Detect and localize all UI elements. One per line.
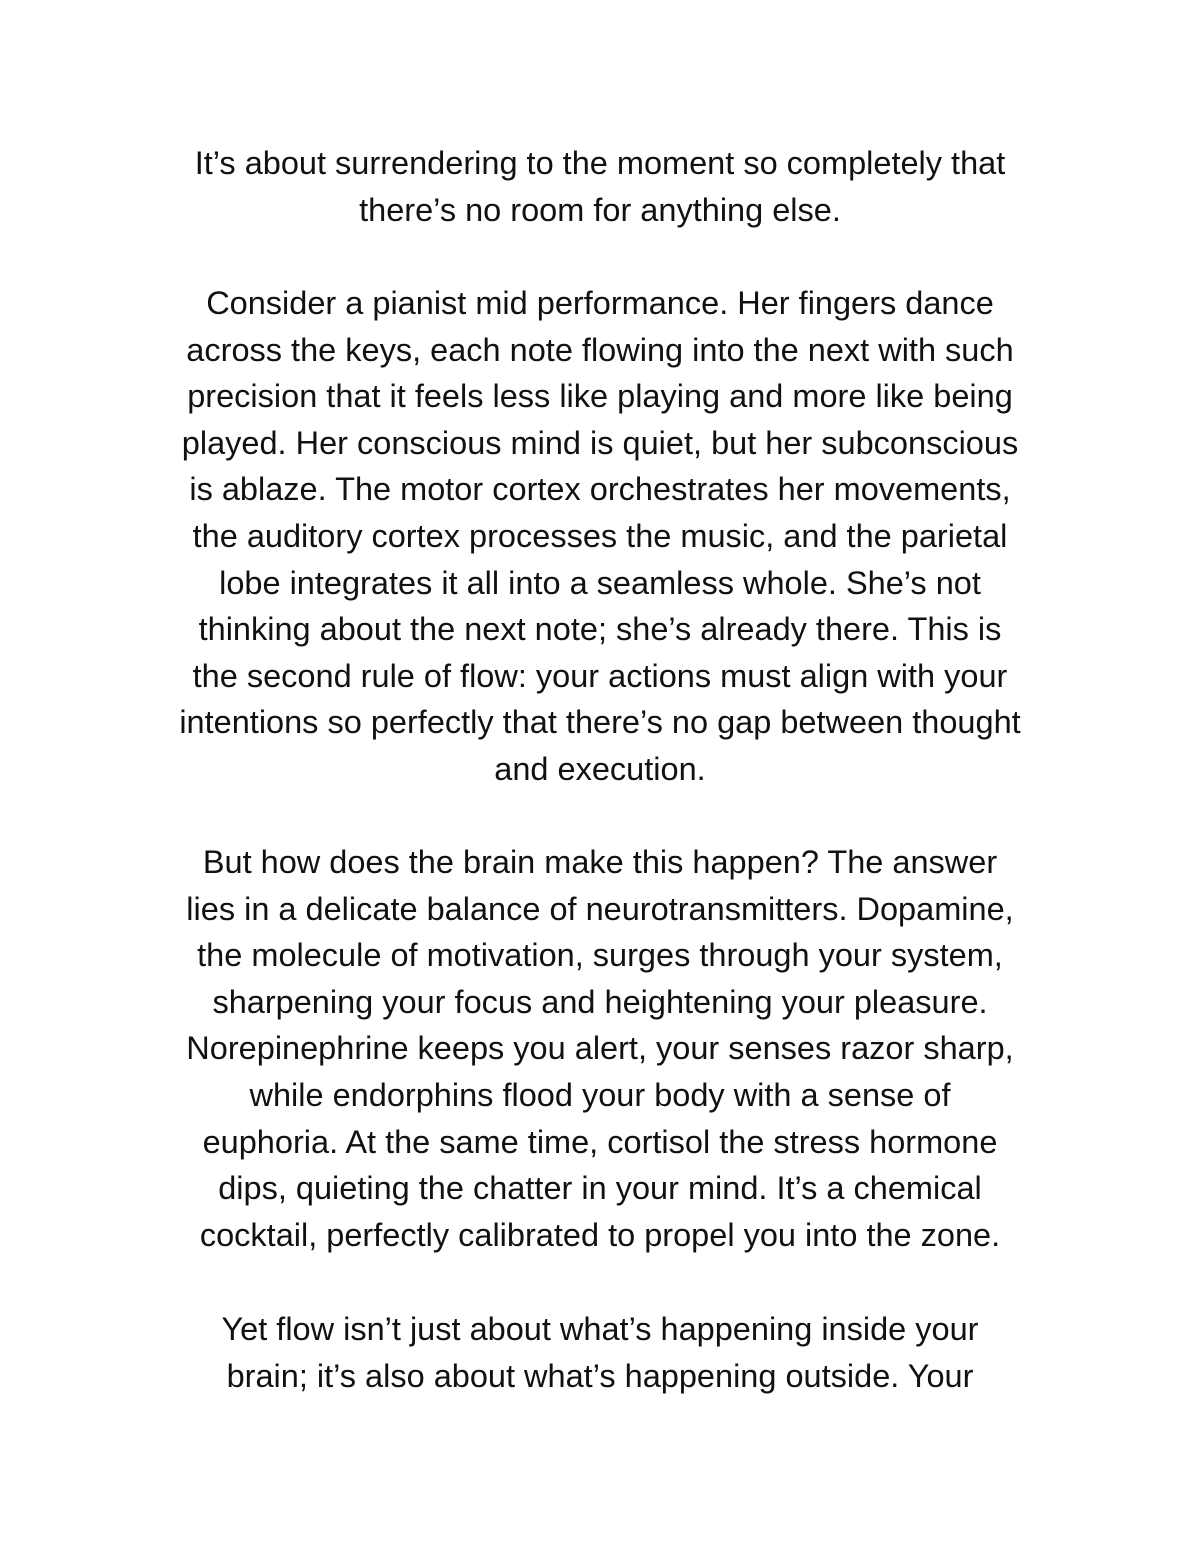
text-line: thinking about the next note; she’s already there. This is: [198, 611, 1002, 648]
text-line: the auditory cortex processes the music, and the parietal: [192, 517, 1008, 554]
paragraph-outside: [140, 1306, 1060, 1399]
text-line: there’s no room for anything else.: [359, 191, 841, 228]
text-line: precision that it feels less like playing and more like being: [187, 378, 1013, 415]
text-line: the molecule of motivation, surges through your system,: [197, 937, 1003, 974]
text-line: lies in a delicate balance of neurotransmitters. Dopamine,: [186, 890, 1014, 927]
text-line: Yet flow isn’t just about what’s happening inside your: [221, 1311, 979, 1347]
text-line: It’s about surrendering to the moment so completely that: [194, 145, 1006, 181]
text-line: Consider a pianist mid performance. Her fingers dance: [206, 285, 994, 321]
text-line: sharpening your focus and heightening your pleasure.: [212, 983, 988, 1020]
text-line: is ablaze. The motor cortex orchestrates her movements,: [189, 471, 1011, 508]
text-line: while endorphins flood your body with a sense of: [249, 1076, 951, 1113]
text-line: Norepinephrine keeps you alert, your senses razor sharp,: [186, 1030, 1014, 1067]
text-line: and execution.: [494, 750, 706, 787]
text-line: played. Her conscious mind is quiet, but her subconscious: [181, 424, 1019, 461]
paragraph-pianist: [140, 280, 1060, 793]
text-line: brain; it’s also about what’s happening outside. Your: [226, 1357, 974, 1394]
text-line: lobe integrates it all into a seamless whole. She’s not: [219, 564, 981, 601]
text-line: euphoria. At the same time, cortisol the stress hormone: [202, 1123, 998, 1160]
paragraph-surrender: [140, 140, 1060, 233]
text-line: cocktail, perfectly calibrated to propel you into the zone.: [199, 1216, 1001, 1253]
text-line: intentions so perfectly that there’s no gap between thought: [179, 704, 1021, 741]
text-line: But how does the brain make this happen? The answer: [202, 844, 998, 880]
paragraph-neurotransmitters: [140, 839, 1060, 1258]
text-line: across the keys, each note flowing into the next with such: [186, 331, 1014, 368]
text-line: dips, quieting the chatter in your mind. It’s a chemical: [218, 1170, 982, 1207]
text-line: the second rule of flow: your actions must align with your: [192, 657, 1008, 694]
